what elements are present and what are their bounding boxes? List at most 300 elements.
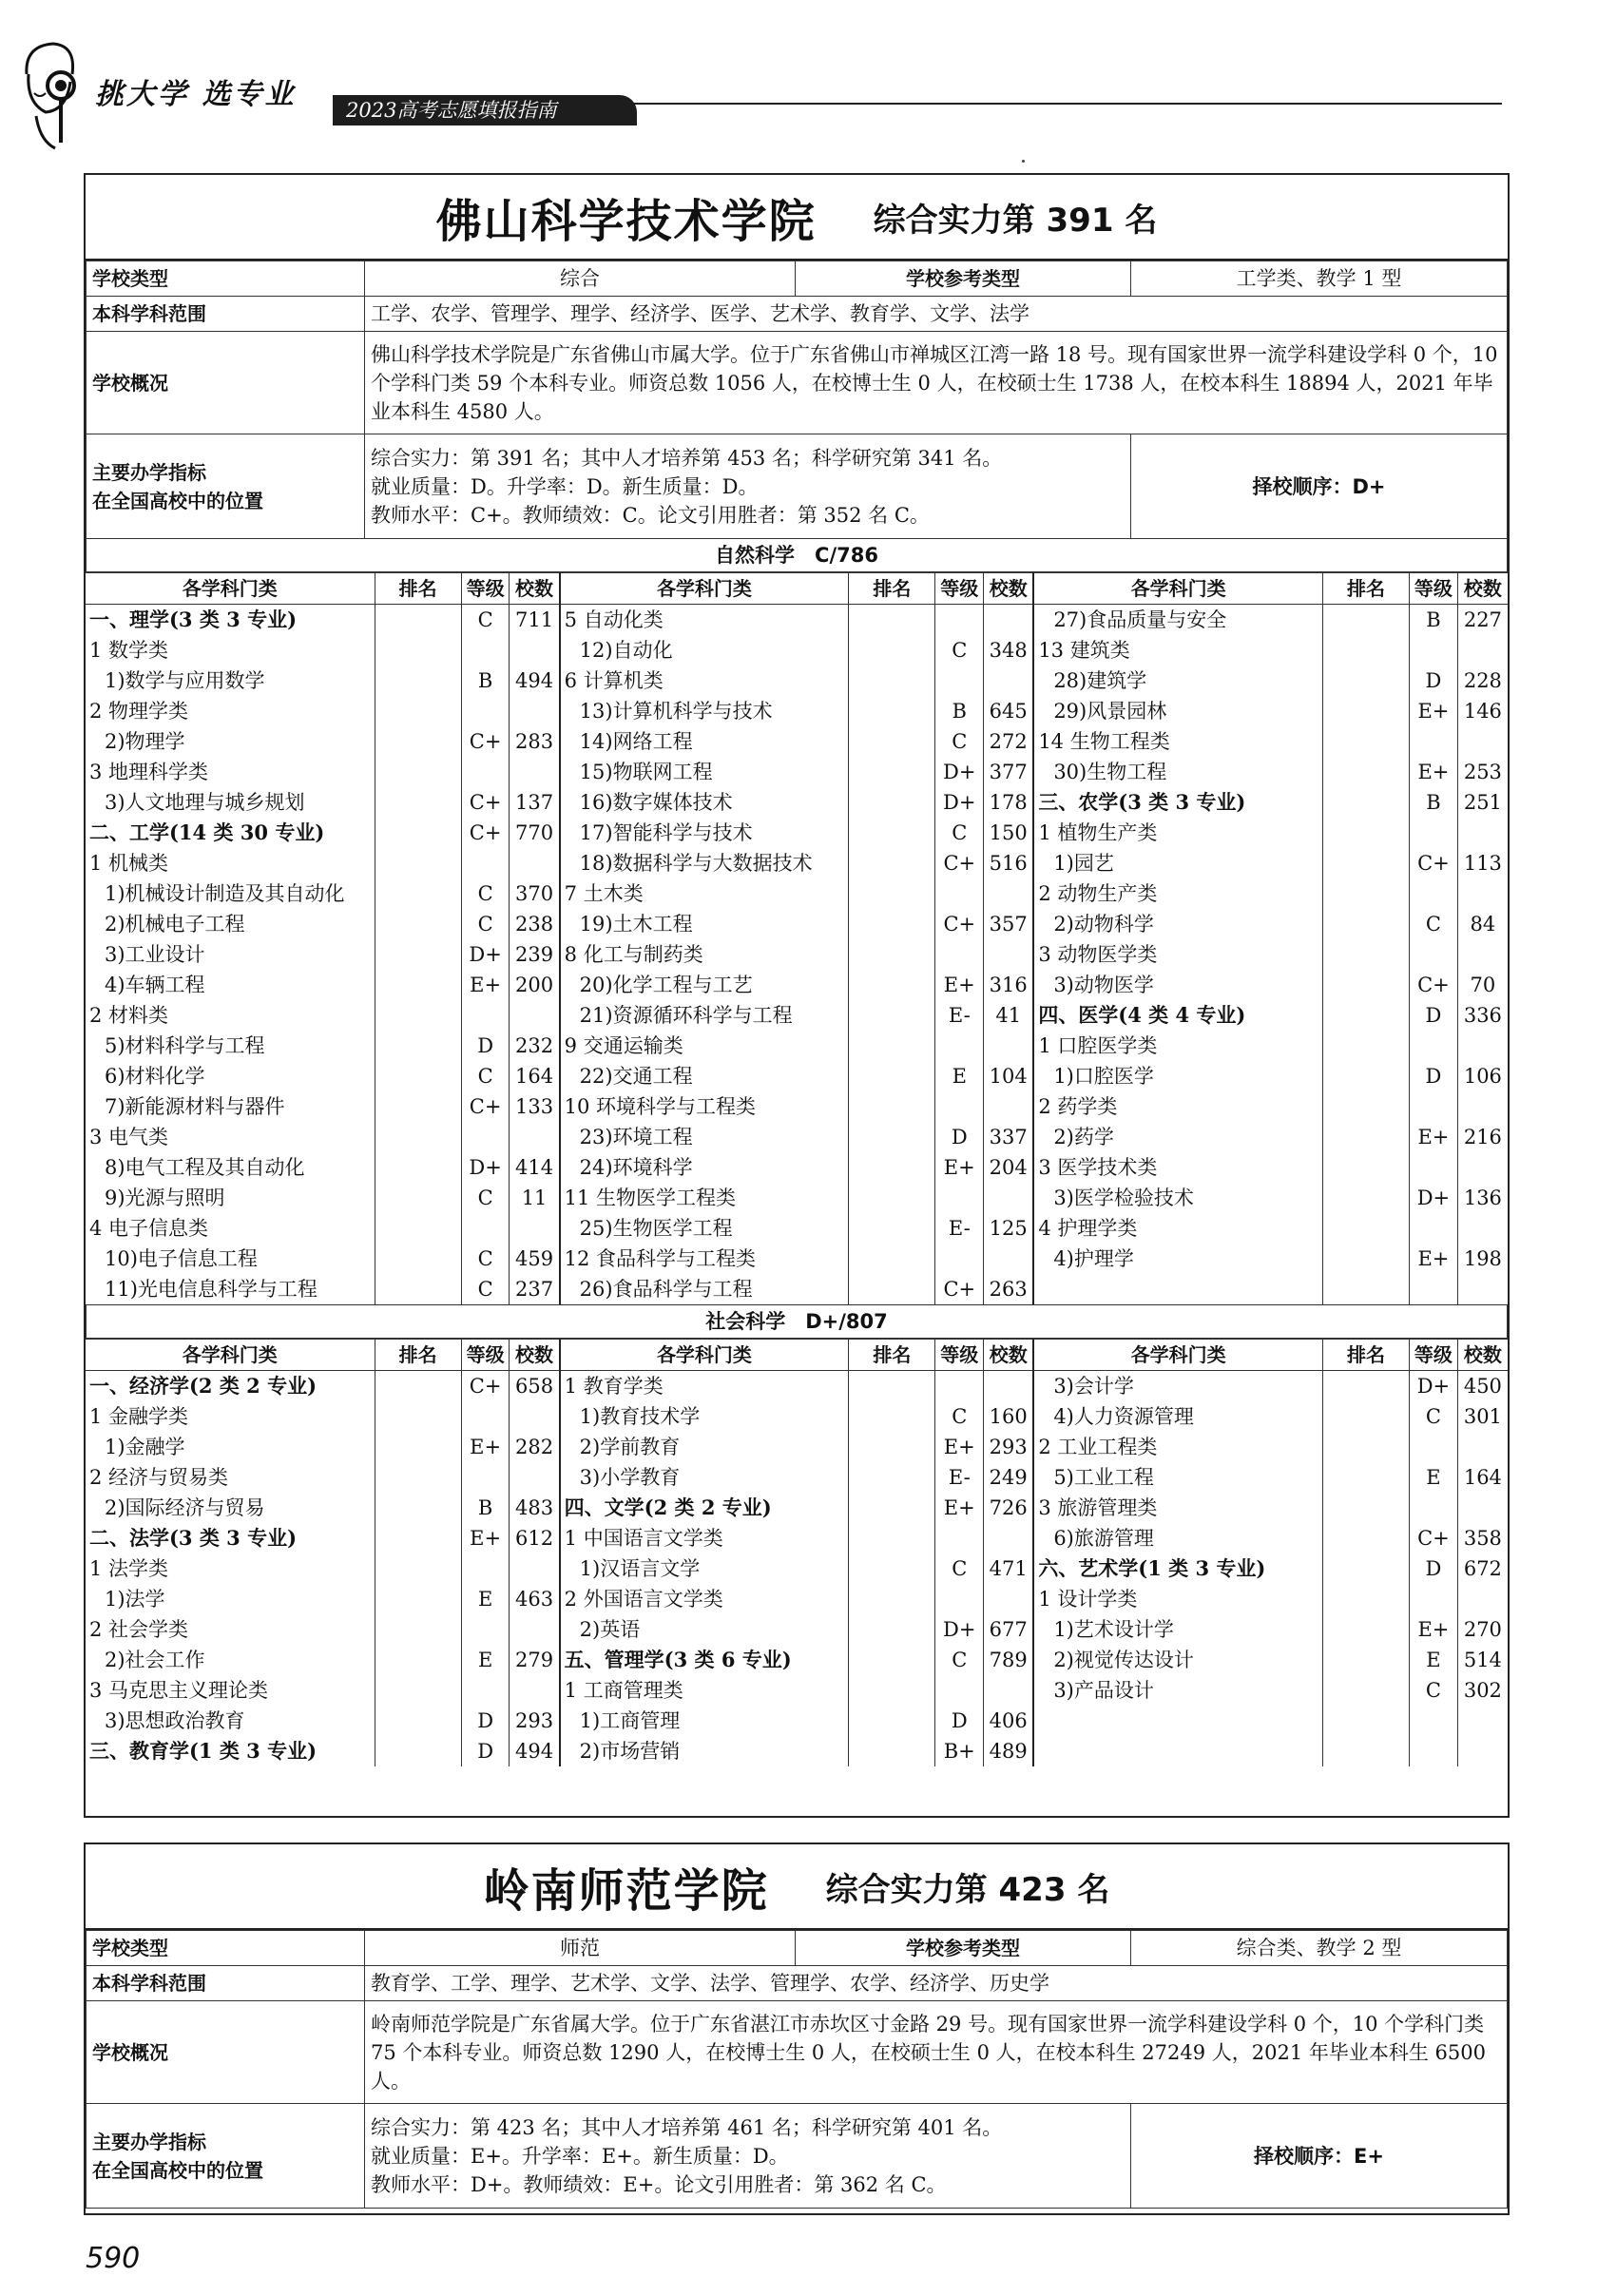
subject-rank — [1322, 970, 1409, 1000]
subject-name: 8 化工与制药类 — [560, 939, 849, 970]
subject-name: 19)土木工程 — [560, 909, 849, 939]
subject-count — [1457, 818, 1508, 848]
subject-name: 4)车辆工程 — [105, 974, 205, 996]
indicators-label-line1: 主要办学指标 — [92, 460, 206, 484]
subject-name: 12 食品科学与工程类 — [560, 1244, 849, 1274]
subject-name: 2)视觉传达设计 — [1033, 1645, 1322, 1675]
subject-name: 3)会计学 — [1033, 1371, 1322, 1402]
subject-count — [510, 1213, 560, 1244]
subject-name: 2)英语 — [560, 1614, 849, 1645]
col-header-subject: 各学科门类 — [560, 573, 849, 605]
subject-count: 238 — [510, 909, 560, 939]
subject-count: 358 — [1457, 1523, 1508, 1553]
subject-grade: D — [1410, 1553, 1458, 1584]
subject-count: 113 — [1457, 848, 1508, 878]
subject-name — [1033, 1706, 1322, 1736]
table-row — [86, 1614, 1508, 1645]
subject-count: 146 — [1457, 696, 1508, 726]
subject-rank — [375, 1122, 461, 1152]
subject-rank — [1322, 787, 1409, 818]
table-row — [86, 1061, 1508, 1091]
subject-name: 14)网络工程 — [560, 726, 849, 757]
subject-name: 13)计算机科学与技术 — [560, 696, 849, 726]
scope-label: 本科学科范围 — [87, 1966, 365, 2001]
subject-rank — [849, 1523, 935, 1553]
subject-grade — [1410, 1152, 1458, 1183]
subject-count: 348 — [984, 635, 1034, 666]
col-header-rank: 排名 — [849, 573, 935, 605]
table-row — [86, 1000, 1508, 1031]
subject-grade: C+ — [935, 909, 984, 939]
subject-name: 2 外国语言文学类 — [560, 1584, 849, 1614]
subject-name: 2 经济与贸易类 — [89, 1466, 229, 1489]
col-header-subject: 各学科门类 — [1033, 1340, 1322, 1371]
subject-grade — [461, 1213, 510, 1244]
table-row — [86, 970, 1508, 1000]
subject-name: 2)动物科学 — [1033, 909, 1322, 939]
overview-label: 学校概况 — [87, 2001, 365, 2104]
subject-name: 9)光源与照明 — [105, 1187, 225, 1209]
table-row — [86, 1371, 1508, 1402]
subject-name: 5)材料科学与工程 — [105, 1034, 265, 1057]
col-header-count: 校数 — [510, 573, 560, 605]
table-row — [86, 1432, 1508, 1462]
col-header-grade: 等级 — [461, 1340, 510, 1371]
subject-name: 1)口腔医学 — [1033, 1061, 1322, 1091]
table-row — [86, 1183, 1508, 1213]
subject-grade: E+ — [1410, 1122, 1458, 1152]
subject-grade: C+ — [1410, 970, 1458, 1000]
subject-name: 1 数学类 — [89, 639, 169, 662]
subject-grade — [1410, 1493, 1458, 1523]
subject-grade — [461, 1122, 510, 1152]
subject-grade — [1410, 635, 1458, 666]
subject-count — [510, 1675, 560, 1706]
subject-grade: E+ — [935, 1493, 984, 1523]
subject-rank — [849, 1645, 935, 1675]
subject-rank — [849, 1000, 935, 1031]
subject-name: 1)法学 — [105, 1588, 165, 1611]
subject-name: 2 物理学类 — [89, 700, 189, 723]
subject-count: 293 — [510, 1706, 560, 1736]
subject-rank — [375, 1183, 461, 1213]
header-guide-title: 2023高考志愿填报指南 — [333, 95, 637, 125]
subject-grade — [1410, 1736, 1458, 1766]
subject-grade: D — [461, 1031, 510, 1061]
subject-grade: E — [1410, 1462, 1458, 1493]
subject-name: 4)护理学 — [1033, 1244, 1322, 1274]
school-title-row — [86, 1844, 1508, 1930]
subject-count: 216 — [1457, 1122, 1508, 1152]
subject-count: 301 — [1457, 1401, 1508, 1432]
subject-grade: C+ — [461, 726, 510, 757]
subject-rank — [1322, 848, 1409, 878]
subject-name: 22)交通工程 — [560, 1061, 849, 1091]
subject-rank — [1322, 696, 1409, 726]
ref-type-value: 工学类、教学 1 型 — [1131, 261, 1508, 297]
scope-value: 教育学、工学、理学、艺术学、文学、法学、管理学、农学、经济学、历史学 — [365, 1966, 1508, 2001]
subject-rank — [375, 1031, 461, 1061]
subject-grade — [935, 1523, 984, 1553]
col-header-subject: 各学科门类 — [560, 1340, 849, 1371]
subject-grade: C — [461, 1274, 510, 1304]
subject-name: 2 工业工程类 — [1033, 1432, 1322, 1462]
col-header-count: 校数 — [984, 1340, 1034, 1371]
subject-rank — [375, 970, 461, 1000]
subject-count: 726 — [984, 1493, 1034, 1523]
table-row — [86, 1031, 1508, 1061]
subject-rank — [375, 726, 461, 757]
subject-rank — [849, 1493, 935, 1523]
subject-count: 279 — [510, 1645, 560, 1675]
subject-rank — [375, 666, 461, 696]
subject-count — [984, 1675, 1034, 1706]
subject-count: 249 — [984, 1462, 1034, 1493]
subject-count — [984, 605, 1034, 636]
subject-rank — [849, 1274, 935, 1304]
ref-type-value: 综合类、教学 2 型 — [1131, 1931, 1508, 1966]
subject-grade: D — [1410, 666, 1458, 696]
subject-rank — [375, 1091, 461, 1122]
subject-name: 2 动物生产类 — [1033, 878, 1322, 909]
subject-rank — [1322, 1401, 1409, 1432]
subject-rank — [849, 1031, 935, 1061]
overview-value: 佛山科学技术学院是广东省佛山市属大学。位于广东省佛山市禅城区江湾一路 18 号。现有国家世界一流学科建设学科 0 个，10 个学科门类 59 个本科专业。师资总数 1056 人，在校博士生 0 人，在校硕士生 1738 人，在校本科生 18894 人，2021 年毕业本科生 4580 人。 — [365, 332, 1508, 434]
subject-name: 21)资源循环科学与工程 — [560, 1000, 849, 1031]
subject-rank — [849, 1584, 935, 1614]
school-card-foshan — [84, 173, 1510, 1818]
subject-name: 26)食品科学与工程 — [560, 1274, 849, 1304]
subject-rank — [1322, 1274, 1409, 1304]
subject-count — [1457, 1432, 1508, 1462]
indicator-line: 综合实力：第 423 名；其中人才培养第 461 名；科学研究第 401 名。 — [371, 2115, 1003, 2139]
subject-count: 316 — [984, 970, 1034, 1000]
subject-grade: C — [1410, 1675, 1458, 1706]
subject-rank — [375, 1584, 461, 1614]
subject-rank — [375, 757, 461, 787]
indicators-label — [87, 2104, 365, 2209]
subject-grade: C — [461, 909, 510, 939]
table-row — [86, 909, 1508, 939]
subject-name: 1 法学类 — [89, 1557, 169, 1580]
subject-grade — [461, 1675, 510, 1706]
subject-grade: E+ — [461, 1523, 510, 1553]
subject-grade: C — [461, 878, 510, 909]
subject-grade: E — [461, 1645, 510, 1675]
subject-name: 一、经济学(2 类 2 专业) — [89, 1374, 317, 1398]
subject-rank — [849, 696, 935, 726]
subject-grade: C — [935, 818, 984, 848]
subject-rank — [375, 1061, 461, 1091]
subject-count — [1457, 726, 1508, 757]
subject-grade: D+ — [935, 1614, 984, 1645]
subject-name: 2)国际经济与贸易 — [105, 1496, 265, 1519]
subject-grade — [461, 1462, 510, 1493]
subject-grade: C — [1410, 1401, 1458, 1432]
subject-count — [984, 666, 1034, 696]
subject-count: 263 — [984, 1274, 1034, 1304]
subject-grade — [935, 1675, 984, 1706]
subject-count: 270 — [1457, 1614, 1508, 1645]
subject-grade: D — [1410, 1000, 1458, 1031]
subject-grade: E- — [935, 1000, 984, 1031]
subject-name: 14 生物工程类 — [1033, 726, 1322, 757]
subject-count: 136 — [1457, 1183, 1508, 1213]
indicators-label-line2: 在全国高校中的位置 — [92, 489, 263, 512]
table-row — [86, 666, 1508, 696]
subject-count — [1457, 1706, 1508, 1736]
subject-count — [510, 1553, 560, 1584]
subject-grade: C+ — [461, 818, 510, 848]
subject-name: 2)市场营销 — [560, 1736, 849, 1766]
subject-rank — [375, 818, 461, 848]
subject-grade — [461, 848, 510, 878]
subject-name: 1 中国语言文学类 — [560, 1523, 849, 1553]
subject-rank — [1322, 1371, 1409, 1402]
subject-count — [1457, 635, 1508, 666]
subject-name: 7 土木类 — [560, 878, 849, 909]
header-slogan: 挑大学 选专业 — [95, 78, 297, 111]
selection-order: 择校顺序：D+ — [1131, 434, 1508, 539]
subject-rank — [849, 1706, 935, 1736]
page-number: 590 — [86, 2242, 141, 2275]
subject-name: 3 动物医学类 — [1033, 939, 1322, 970]
subject-name: 11 生物医学工程类 — [560, 1183, 849, 1213]
subject-name: 1 金融学类 — [89, 1405, 189, 1428]
subject-count: 494 — [510, 1736, 560, 1766]
subject-rank — [375, 696, 461, 726]
subject-name: 1)金融学 — [105, 1436, 185, 1458]
subject-rank — [849, 1432, 935, 1462]
school-info-table — [86, 1930, 1508, 2209]
subject-name: 2 社会学类 — [89, 1618, 189, 1641]
subject-grade: C+ — [461, 787, 510, 818]
subject-rank — [849, 848, 935, 878]
subject-rank — [375, 1553, 461, 1584]
subject-count: 198 — [1457, 1244, 1508, 1274]
subject-count: 463 — [510, 1584, 560, 1614]
subject-count — [510, 696, 560, 726]
subject-rank — [849, 1614, 935, 1645]
col-header-grade: 等级 — [1410, 1340, 1458, 1371]
subject-name: 4)人力资源管理 — [1033, 1401, 1322, 1432]
social-science-table — [86, 1339, 1508, 1766]
page-header — [0, 0, 1597, 171]
subject-grade: C — [461, 605, 510, 636]
subject-rank — [1322, 939, 1409, 970]
subject-name: 1)教育技术学 — [560, 1401, 849, 1432]
subject-count: 164 — [510, 1061, 560, 1091]
col-header-count: 校数 — [1457, 573, 1508, 605]
subject-grade: E- — [935, 1213, 984, 1244]
overview-value: 岭南师范学院是广东省属大学。位于广东省湛江市赤坎区寸金路 29 号。现有国家世界一流学科建设学科 0 个，10 个学科门类 75 个本科专业。师资总数 1290 人，在校博士生 0 人，在校硕士生 0 人，在校本科生 27249 人，2021 年毕业本科生 6500 人。 — [365, 2001, 1508, 2104]
subject-grade: E+ — [461, 970, 510, 1000]
subject-name: 2 药学类 — [1033, 1091, 1322, 1122]
subject-count: 414 — [510, 1152, 560, 1183]
subject-grade — [935, 1244, 984, 1274]
subject-rank — [849, 666, 935, 696]
subject-name: 一、理学(3 类 3 专业) — [89, 608, 298, 631]
subject-grade — [461, 1614, 510, 1645]
subject-name: 10 环境科学与工程类 — [560, 1091, 849, 1122]
table-row — [86, 1675, 1508, 1706]
subject-count — [1457, 1584, 1508, 1614]
subject-rank — [849, 1213, 935, 1244]
school-rank: 综合实力第 423 名 — [825, 1870, 1110, 1909]
subject-count: 84 — [1457, 909, 1508, 939]
subject-rank — [1322, 1244, 1409, 1274]
subject-rank — [849, 818, 935, 848]
subject-grade — [1410, 878, 1458, 909]
subject-rank — [849, 1152, 935, 1183]
subject-name: 3 旅游管理类 — [1033, 1493, 1322, 1523]
subject-count — [984, 1584, 1034, 1614]
subject-rank — [1322, 1584, 1409, 1614]
subject-count — [984, 1371, 1034, 1402]
subject-name: 2)物理学 — [105, 730, 185, 753]
type-value: 师范 — [365, 1931, 796, 1966]
subject-rank — [1322, 1183, 1409, 1213]
subject-grade: C — [1410, 909, 1458, 939]
col-header-subject: 各学科门类 — [86, 1340, 375, 1371]
subject-rank — [1322, 909, 1409, 939]
subject-rank — [1322, 1122, 1409, 1152]
subject-grade: D — [461, 1706, 510, 1736]
subject-name: 2)药学 — [1033, 1122, 1322, 1152]
speck — [1022, 160, 1025, 163]
subject-name: 7)新能源材料与器件 — [105, 1095, 285, 1118]
table-row — [86, 1213, 1508, 1244]
subject-count: 516 — [984, 848, 1034, 878]
subject-name — [1033, 1736, 1322, 1766]
subject-rank — [1322, 1523, 1409, 1553]
subject-grade — [1410, 939, 1458, 970]
subject-grade: E- — [935, 1462, 984, 1493]
subject-grade: C+ — [461, 1091, 510, 1122]
table-row — [86, 1244, 1508, 1274]
subject-name: 2 材料类 — [89, 1004, 169, 1027]
subject-count — [984, 939, 1034, 970]
subject-grade: E — [461, 1584, 510, 1614]
subject-count: 494 — [510, 666, 560, 696]
subject-rank — [1322, 1493, 1409, 1523]
subject-grade: C+ — [935, 848, 984, 878]
subject-name: 五、管理学(3 类 6 专业) — [560, 1645, 849, 1675]
school-name: 佛山科学技术学院 — [435, 194, 817, 248]
subject-grade: C — [935, 1553, 984, 1584]
school-rank: 综合实力第 391 名 — [873, 201, 1158, 240]
subject-name: 2)学前教育 — [560, 1432, 849, 1462]
subject-grade: D — [935, 1122, 984, 1152]
indicators-label — [87, 434, 365, 539]
subject-name: 1)园艺 — [1033, 848, 1322, 878]
subject-name: 11)光电信息科学与工程 — [105, 1278, 317, 1301]
subject-rank — [1322, 1736, 1409, 1766]
subject-count: 645 — [984, 696, 1034, 726]
subject-count — [510, 1462, 560, 1493]
subject-grade: C — [461, 1244, 510, 1274]
subject-grade: C — [461, 1061, 510, 1091]
subject-name: 4 电子信息类 — [89, 1217, 209, 1240]
subject-grade — [935, 1584, 984, 1614]
subject-grade: C+ — [1410, 1523, 1458, 1553]
subject-grade — [461, 635, 510, 666]
subject-rank — [1322, 878, 1409, 909]
table-row — [86, 1401, 1508, 1432]
subject-rank — [375, 939, 461, 970]
subject-rank — [375, 1523, 461, 1553]
subject-count: 133 — [510, 1091, 560, 1122]
subject-count: 125 — [984, 1213, 1034, 1244]
subject-name: 18)数据科学与大数据技术 — [560, 848, 849, 878]
subject-grade — [1410, 726, 1458, 757]
type-label: 学校类型 — [87, 261, 365, 297]
subject-rank — [375, 1432, 461, 1462]
subject-name: 3)思想政治教育 — [105, 1709, 245, 1732]
indicator-line: 综合实力：第 391 名；其中人才培养第 453 名；科学研究第 341 名。 — [371, 446, 1003, 470]
subject-grade: E+ — [1410, 696, 1458, 726]
subject-grade — [461, 1401, 510, 1432]
subject-count — [1457, 1274, 1508, 1304]
subject-name: 30)生物工程 — [1033, 757, 1322, 787]
subject-count: 178 — [984, 787, 1034, 818]
subject-count: 232 — [510, 1031, 560, 1061]
subject-count — [984, 1091, 1034, 1122]
school-card-lingnan — [84, 1843, 1510, 2215]
subject-name: 6)旅游管理 — [1033, 1523, 1322, 1553]
subject-count: 200 — [510, 970, 560, 1000]
subject-name: 1)艺术设计学 — [1033, 1614, 1322, 1645]
table-row — [86, 1122, 1508, 1152]
table-row — [86, 878, 1508, 909]
subject-count: 514 — [1457, 1645, 1508, 1675]
subject-grade: C — [461, 1183, 510, 1213]
subject-name: 5 自动化类 — [560, 605, 849, 636]
subject-rank — [849, 726, 935, 757]
subject-grade: C — [935, 726, 984, 757]
subject-grade: C — [935, 1401, 984, 1432]
subject-count — [510, 1000, 560, 1031]
subject-grade: E+ — [461, 1432, 510, 1462]
subject-count — [1457, 1213, 1508, 1244]
subject-name: 三、农学(3 类 3 专业) — [1033, 787, 1322, 818]
subject-name: 9 交通运输类 — [560, 1031, 849, 1061]
subject-grade: D+ — [461, 1152, 510, 1183]
subject-rank — [849, 1061, 935, 1091]
indicators-label-line1: 主要办学指标 — [92, 2130, 206, 2153]
subject-name: 2)机械电子工程 — [105, 913, 245, 936]
col-header-rank: 排名 — [375, 573, 461, 605]
subject-grade: B — [1410, 605, 1458, 636]
subject-grade — [1410, 1432, 1458, 1462]
ref-type-label: 学校参考类型 — [796, 261, 1131, 297]
subject-rank — [1322, 1462, 1409, 1493]
table-row — [86, 1584, 1508, 1614]
subject-rank — [375, 1493, 461, 1523]
subject-count — [1457, 1031, 1508, 1061]
subject-count: 282 — [510, 1432, 560, 1462]
natural-science-title: 自然科学 C/786 — [86, 539, 1508, 572]
table-row — [86, 787, 1508, 818]
subject-grade: E — [935, 1061, 984, 1091]
subject-grade — [935, 666, 984, 696]
subject-grade — [1410, 1091, 1458, 1122]
col-header-grade: 等级 — [1410, 573, 1458, 605]
subject-count: 293 — [984, 1432, 1034, 1462]
subject-name: 3)医学检验技术 — [1033, 1183, 1322, 1213]
subject-rank — [849, 1675, 935, 1706]
subject-grade: E+ — [1410, 1244, 1458, 1274]
